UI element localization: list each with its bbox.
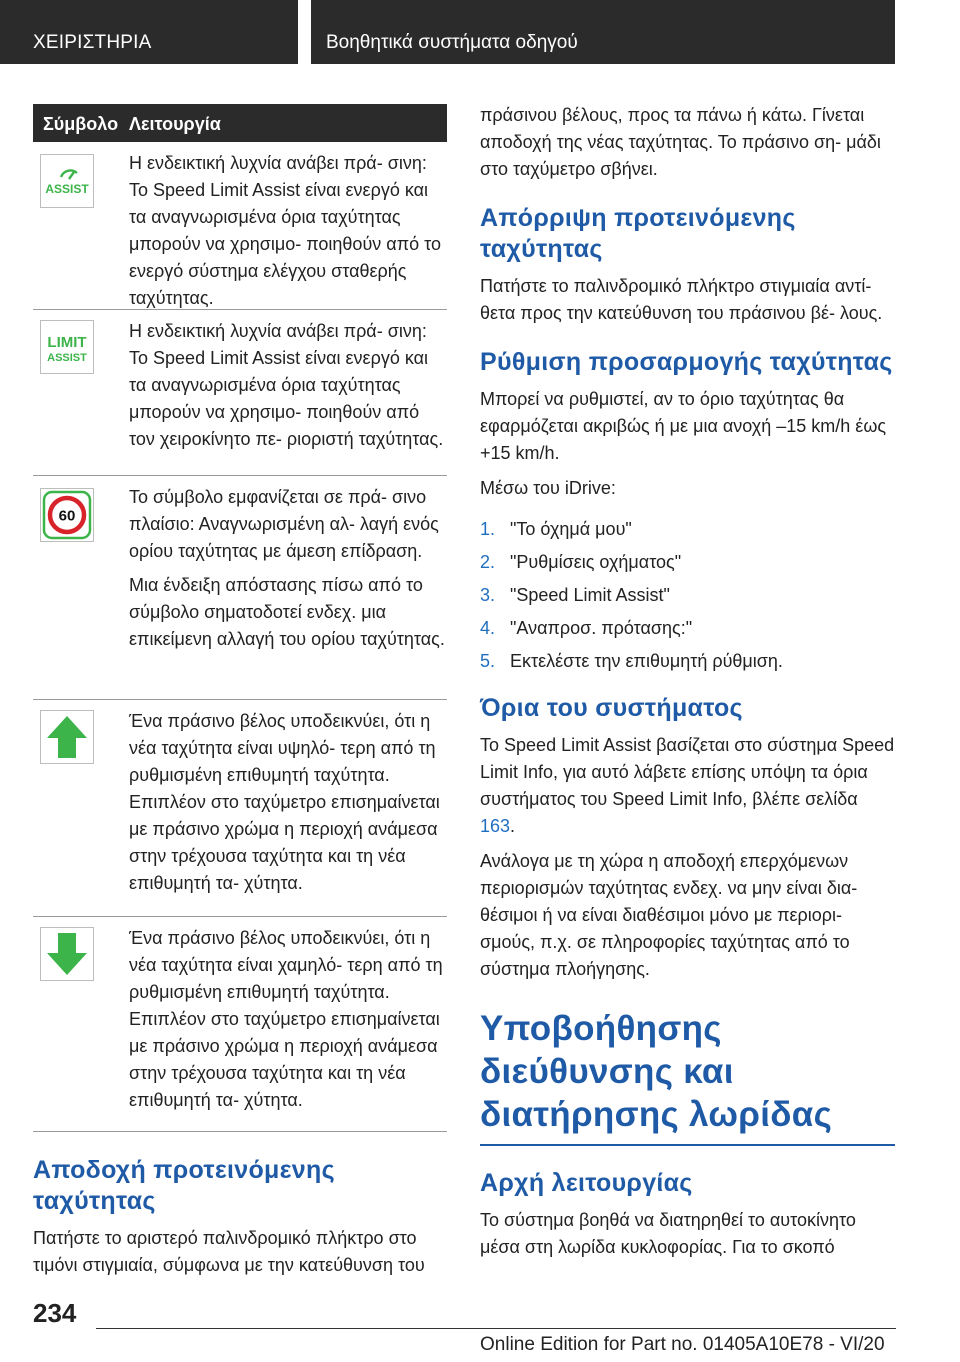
list-item bbox=[480, 582, 895, 615]
col-symbol-header: Σύμβολο bbox=[43, 114, 119, 134]
main-heading: Υποβοήθησης διεύθυνσης και διατήρησης λωρίδας bbox=[480, 1009, 833, 1134]
row-description bbox=[129, 917, 447, 1124]
limits-text-a: Το Speed Limit Assist βασίζεται στο σύστημα Speed Limit Info, για αυτό λάβετε επίσης υπόψη τα όρια συστήματος του Speed Limit Info, βλέπε σελίδα bbox=[480, 735, 895, 809]
limit-assist-icon bbox=[40, 320, 94, 374]
step-number: 4. bbox=[480, 618, 496, 638]
footer-divider bbox=[96, 1328, 896, 1329]
principle-heading: Αρχή λειτουργίας bbox=[480, 1169, 693, 1197]
edition-text: Online Edition for Part no. 01405A10E78 - VI/20 bbox=[480, 1334, 885, 1355]
speed-value: 60 bbox=[58, 507, 76, 525]
list-item bbox=[480, 615, 895, 648]
step-text: "Το όχημά μου" bbox=[510, 519, 632, 539]
adjust-heading: Ρύθμιση προσαρμογής ταχύτητας bbox=[480, 348, 893, 376]
step-text: "Ρυθμίσεις οχήματος" bbox=[510, 552, 682, 572]
step-text: Εκτελέστε την επιθυμητή ρύθμιση. bbox=[510, 651, 783, 671]
desc-text: Η ενδεικτική λυχνία ανάβει πρά- σινη: Το Speed Limit Assist είναι ενεργό και τα αναγνωρισμένα όρια ταχύτητας μπορούν να χρησιμο- ποιηθούν από το ενεργό σύστημα ελέγχου σταθερής ταχύτητας. bbox=[129, 153, 441, 308]
table-row bbox=[33, 476, 447, 700]
step-number: 3. bbox=[480, 585, 496, 605]
principle-text: Το σύστημα βοηθά να διατηρηθεί το αυτοκίνητο μέσα στη λωρίδα κυκλοφορίας. Για το σκοπό bbox=[480, 1210, 856, 1257]
desc-text: Ένα πράσινο βέλος υποδεικνύει, ότι η νέα ταχύτητα είναι υψηλό- τερη από τη ρυθμισμένη επιθυμητή ταχύτητα. Επιπλέον στο ταχύμετρο επισημαίνεται με πράσινο χρώμα η περιοχή ανάμεσα στην τρέχουσα ταχύτητα και τη νέα επιθυμητή τα- χύτητα. bbox=[129, 711, 440, 893]
step-text: "Speed Limit Assist" bbox=[510, 585, 670, 605]
row-description bbox=[129, 476, 447, 663]
page-link-163[interactable]: 163 bbox=[480, 816, 511, 836]
adjust-text: Μπορεί να ρυθμιστεί, αν το όριο ταχύτητας θα εφαρμόζεται ακριβώς ή με μια ανοχή –15 km/h έως +15 km/h. bbox=[480, 389, 887, 463]
page-number: 234 bbox=[33, 1298, 77, 1328]
accept-continued-text: πράσινου βέλους, προς τα πάνω ή κάτω. Γίνεται αποδοχή της νέας ταχύτητας. Το πράσινο ση- μάδι στο ταχύμετρο σβήνει. bbox=[480, 105, 881, 179]
symbol-table bbox=[33, 104, 447, 1132]
reject-text: Πατήστε το παλινδρομικό πλήκτρο στιγμιαία αντί- θετα προς την κατεύθυνση του πράσινου βέ- λους. bbox=[480, 276, 883, 323]
table-row bbox=[33, 700, 447, 917]
step-number: 2. bbox=[480, 552, 496, 572]
list-item bbox=[480, 516, 895, 549]
col-function-header: Λειτουργία bbox=[129, 114, 221, 134]
list-item bbox=[480, 549, 895, 582]
step-number: 5. bbox=[480, 651, 496, 671]
list-item bbox=[480, 648, 895, 681]
reject-heading: Απόρριψη προτεινόμενης ταχύτητας bbox=[480, 204, 796, 263]
row-description bbox=[129, 700, 447, 907]
table-row bbox=[33, 142, 447, 310]
section-tab[interactable] bbox=[311, 0, 895, 64]
desc-text: Η ενδεικτική λυχνία ανάβει πρά- σινη: Το Speed Limit Assist είναι ενεργό και τα αναγνωρισμένα όρια ταχύτητας μπορούν να χρησιμο- ποιηθούν από τον χειροκίνητο πε- ριοριστή ταχύτητας. bbox=[129, 321, 444, 449]
steps-list bbox=[480, 516, 895, 681]
chapter-label: ΧΕΙΡΙΣΤΗΡΙΑ bbox=[33, 32, 152, 53]
chapter-tab[interactable] bbox=[0, 0, 298, 64]
desc-text: Ένα πράσινο βέλος υποδεικνύει, ότι η νέα ταχύτητα είναι χαμηλό- τερη από τη ρυθμισμένη επιθυμητή ταχύτητα. Επιπλέον στο ταχύμετρο επισημαίνεται με πράσινο χρώμα η περιοχή ανάμεσα στην τρέχουσα ταχύτητα και τη νέα επιθυμητή τα- χύτητα. bbox=[129, 928, 443, 1110]
assist-icon bbox=[40, 154, 94, 208]
table-row bbox=[33, 917, 447, 1132]
heading-divider bbox=[480, 1144, 895, 1146]
accept-section bbox=[33, 1155, 447, 1279]
limits-text-2: Ανάλογα με τη χώρα η αποδοχή επερχόμενων περιορισμών ταχύτητας ενδεχ. να μην είναι δια- θέσιμοι ή να είναι διαθέσιμοι μόνο με περιορι- σμούς, π.χ. σε πληροφορίες ταχύτητας από το σύστημα πλοήγησης. bbox=[480, 851, 858, 979]
row-description bbox=[129, 310, 447, 463]
assist-text: ASSIST bbox=[47, 352, 87, 364]
row-description bbox=[129, 142, 447, 322]
section-label: Βοηθητικά συστήματα οδηγού bbox=[326, 32, 578, 53]
desc-text: Μια ένδειξη απόστασης πίσω από το σύμβολο σηματοδοτεί ενδεχ. μια επικείμενη αλλαγή του ορίου ταχύτητας. bbox=[129, 575, 445, 649]
right-column bbox=[480, 102, 895, 1261]
accept-heading: Αποδοχή προτεινόμενης ταχύτητας bbox=[33, 1156, 335, 1215]
accept-text: Πατήστε το αριστερό παλινδρομικό πλήκτρο στο τιμόνι στιγμιαία, σύμφωνα με την κατεύθυνση του bbox=[33, 1228, 425, 1275]
step-text: "Αναπροσ. πρότασης:" bbox=[510, 618, 693, 638]
limits-text-b: . bbox=[510, 816, 516, 836]
assist-icon-text: ASSIST bbox=[45, 182, 89, 196]
table-row bbox=[33, 310, 447, 476]
via-idrive-text: Μέσω του iDrive: bbox=[480, 478, 616, 498]
step-number: 1. bbox=[480, 519, 496, 539]
green-arrow-up-icon bbox=[40, 710, 94, 764]
table-header bbox=[33, 104, 447, 142]
green-arrow-down-icon bbox=[40, 927, 94, 981]
limit-text: LIMIT bbox=[47, 334, 87, 351]
speed-limit-60-icon bbox=[40, 488, 94, 542]
limits-text bbox=[480, 732, 895, 840]
limits-heading: Όρια του συστήματος bbox=[480, 694, 743, 722]
desc-text: Το σύμβολο εμφανίζεται σε πρά- σινο πλαίσιο: Αναγνωρισμένη αλ- λαγή ενός ορίου ταχύτητας με άμεση επίδραση. bbox=[129, 487, 439, 561]
